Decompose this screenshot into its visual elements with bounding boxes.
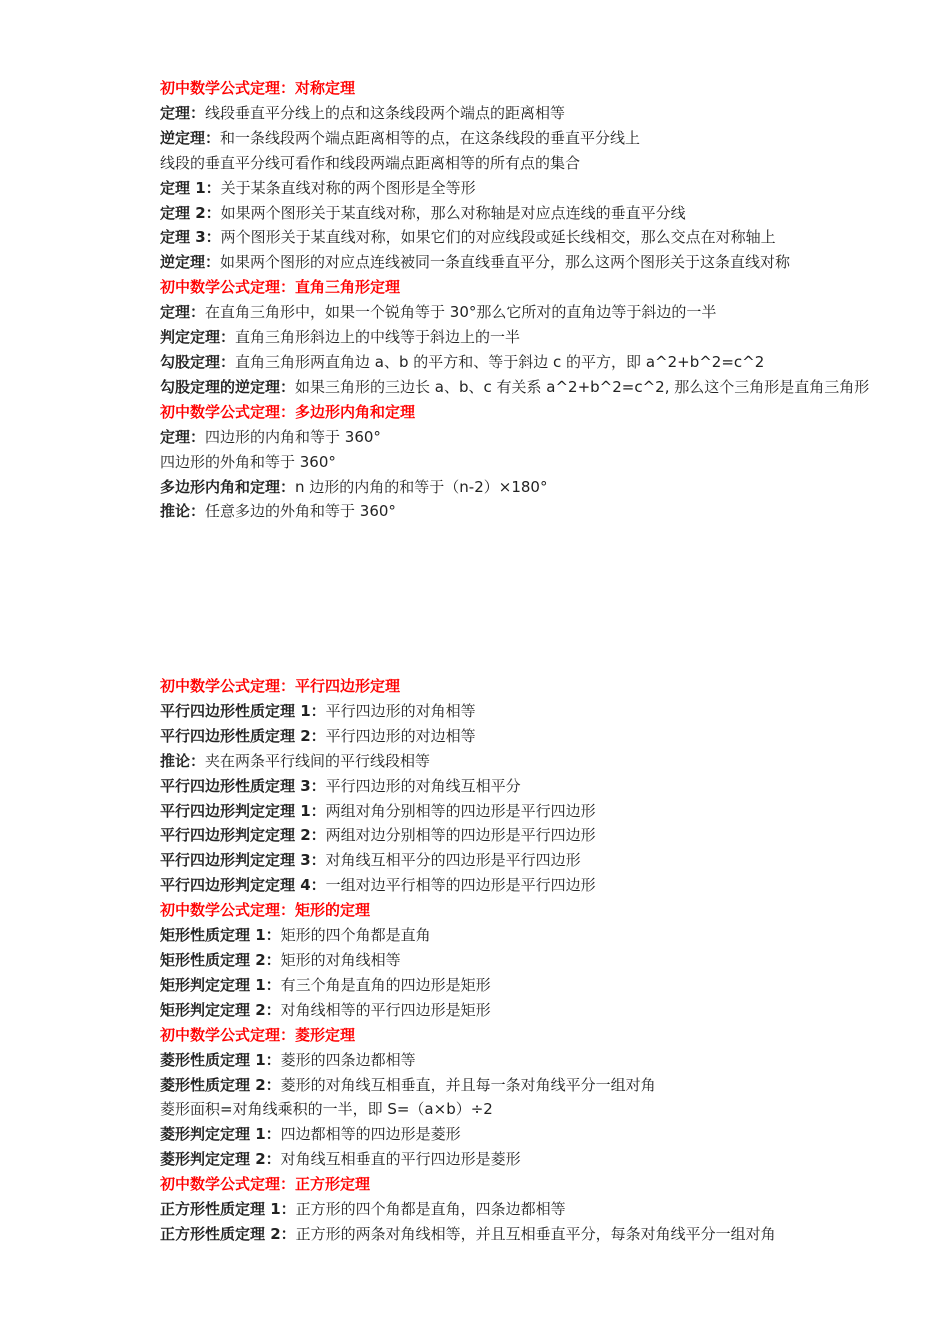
- theorem-text: 任意多边的外角和等于 360°: [205, 502, 396, 521]
- theorem-term: 矩形性质定理 1：: [160, 926, 281, 945]
- theorem-text: 一组对边平行相等的四边形是平行四边形: [325, 876, 596, 895]
- theorem-term: 菱形判定定理 1：: [160, 1125, 281, 1144]
- theorem-text: 正方形的四个角都是直角，四条边都相等: [295, 1200, 566, 1219]
- theorem-text: 在直角三角形中，如果一个锐角等于 30°那么它所对的直角边等于斜边的一半: [205, 303, 717, 322]
- theorem-line: [160, 998, 890, 1023]
- theorem-term: 正方形性质定理 1：: [160, 1200, 296, 1219]
- theorem-text: 两组对角分别相等的四边形是平行四边形: [325, 801, 596, 820]
- theorem-line: [160, 201, 890, 226]
- section-heading-rhombus: 初中数学公式定理：菱形定理: [160, 1025, 356, 1044]
- theorem-term: 正方形性质定理 2：: [160, 1224, 296, 1243]
- theorem-line: [160, 176, 890, 201]
- theorem-text: 平行四边形的对角相等: [325, 701, 476, 720]
- theorem-line: [160, 1147, 890, 1172]
- theorem-term: 菱形判定定理 2：: [160, 1150, 281, 1169]
- theorem-term: 菱形性质定理 2：: [160, 1075, 281, 1094]
- theorem-text: 对角线互相垂直的平行四边形是菱形: [280, 1150, 521, 1169]
- theorem-text: 直角三角形两直角边 a、b 的平方和、等于斜边 c 的平方，即 a^2+b^2=c^2: [235, 352, 765, 371]
- theorem-text: 平行四边形的对角线互相平分: [325, 776, 521, 795]
- theorem-term: 矩形判定定理 1：: [160, 975, 281, 994]
- theorem-term: 矩形判定定理 2：: [160, 1000, 281, 1019]
- theorem-line: [160, 499, 890, 524]
- theorem-term: 逆定理：: [160, 128, 221, 147]
- section-heading-polygon: 初中数学公式定理：多边形内角和定理: [160, 402, 416, 421]
- theorem-text: 如果三角形的三边长 a、b、c 有关系 a^2+b^2=c^2, 那么这个三角形是直角三角形: [295, 377, 870, 396]
- theorem-line: [160, 450, 890, 475]
- theorem-line: [160, 325, 890, 350]
- theorem-term: 定理 2：: [160, 203, 221, 222]
- theorem-term: 推论：: [160, 751, 206, 770]
- theorem-text: 矩形的四个角都是直角: [280, 926, 431, 945]
- theorem-text: 对角线相等的平行四边形是矩形: [280, 1000, 491, 1019]
- theorem-term: 平行四边形判定定理 4：: [160, 876, 326, 895]
- section-heading-parallelogram: 初中数学公式定理：平行四边形定理: [160, 677, 401, 695]
- theorem-text: 两组对边分别相等的四边形是平行四边形: [325, 826, 596, 845]
- theorem-text: 如果两个图形的对应点连线被同一条直线垂直平分，那么这两个图形关于这条直线对称: [220, 253, 791, 272]
- theorem-term: 定理：: [160, 427, 206, 446]
- theorem-line: [160, 375, 890, 400]
- theorem-line: [160, 948, 890, 973]
- theorem-line: [160, 1122, 890, 1147]
- theorem-term: 勾股定理的逆定理：: [160, 377, 296, 396]
- theorem-term: 平行四边形性质定理 3：: [160, 776, 326, 795]
- theorem-text: 直角三角形斜边上的中线等于斜边上的一半: [235, 328, 521, 347]
- section-heading-square: 初中数学公式定理：正方形定理: [160, 1175, 371, 1194]
- theorem-line: [160, 973, 890, 998]
- theorem-text: 夹在两条平行线间的平行线段相等: [205, 751, 431, 770]
- theorem-line: [160, 799, 890, 824]
- theorem-term: 判定定理：: [160, 328, 236, 347]
- theorem-text: 菱形的四条边都相等: [280, 1050, 416, 1069]
- theorem-line: [160, 1097, 890, 1122]
- content-block-2: [160, 674, 890, 1247]
- section-heading-rectangle: 初中数学公式定理：矩形的定理: [160, 901, 371, 920]
- theorem-term: 定理 3：: [160, 228, 221, 247]
- theorem-term: 平行四边形判定定理 2：: [160, 826, 326, 845]
- theorem-line: [160, 475, 890, 500]
- theorem-term: 定理：: [160, 303, 206, 322]
- theorem-line: [160, 126, 890, 151]
- theorem-line: [160, 250, 890, 275]
- theorem-text: 如果两个图形关于某直线对称，那么对称轴是对应点连线的垂直平分线: [220, 203, 686, 222]
- theorem-term: 平行四边形判定定理 3：: [160, 851, 326, 870]
- theorem-text: 四边形的外角和等于 360°: [160, 452, 336, 471]
- theorem-term: 平行四边形判定定理 1：: [160, 801, 326, 820]
- theorem-line: [160, 873, 890, 898]
- theorem-text: 平行四边形的对边相等: [325, 726, 476, 745]
- theorem-text: 菱形面积=对角线乘积的一半，即 S=（a×b）÷2: [160, 1100, 493, 1119]
- theorem-line: [160, 1073, 890, 1098]
- content-block-1: [160, 76, 890, 524]
- theorem-text: 有三个角是直角的四边形是矩形: [280, 975, 491, 994]
- theorem-line: [160, 225, 890, 250]
- theorem-line: [160, 101, 890, 126]
- theorem-line: [160, 1197, 890, 1222]
- theorem-line: [160, 774, 890, 799]
- theorem-term: 定理：: [160, 103, 206, 122]
- theorem-line: [160, 1048, 890, 1073]
- theorem-term: 矩形性质定理 2：: [160, 950, 281, 969]
- theorem-text: 四边都相等的四边形是菱形: [280, 1125, 461, 1144]
- theorem-term: 推论：: [160, 502, 206, 521]
- theorem-line: [160, 749, 890, 774]
- theorem-line: [160, 151, 890, 176]
- section-heading-symmetry: 初中数学公式定理：对称定理: [160, 79, 356, 97]
- theorem-text: 两个图形关于某直线对称，如果它们的对应线段或延长线相交，那么交点在对称轴上: [220, 228, 776, 247]
- theorem-term: 逆定理：: [160, 253, 221, 272]
- theorem-line: [160, 823, 890, 848]
- theorem-text: 线段垂直平分线上的点和这条线段两个端点的距离相等: [205, 103, 566, 122]
- theorem-text: 对角线互相平分的四边形是平行四边形: [325, 851, 581, 870]
- theorem-text: 四边形的内角和等于 360°: [205, 427, 381, 446]
- theorem-line: [160, 848, 890, 873]
- theorem-term: 定理 1：: [160, 178, 221, 197]
- theorem-term: 平行四边形性质定理 2：: [160, 726, 326, 745]
- theorem-line: [160, 923, 890, 948]
- theorem-text: 正方形的两条对角线相等，并且互相垂直平分，每条对角线平分一组对角: [295, 1224, 776, 1243]
- theorem-text: 和一条线段两个端点距离相等的点，在这条线段的垂直平分线上: [220, 128, 641, 147]
- theorem-text: 线段的垂直平分线可看作和线段两端点距离相等的所有点的集合: [160, 153, 581, 172]
- theorem-text: 菱形的对角线互相垂直，并且每一条对角线平分一组对角: [280, 1075, 656, 1094]
- theorem-line: [160, 1222, 890, 1247]
- theorem-term: 平行四边形性质定理 1：: [160, 701, 326, 720]
- theorem-line: [160, 300, 890, 325]
- theorem-term: 多边形内角和定理：: [160, 477, 296, 496]
- section-heading-right-triangle: 初中数学公式定理：直角三角形定理: [160, 278, 401, 297]
- theorem-term: 菱形性质定理 1：: [160, 1050, 281, 1069]
- theorem-text: n 边形的内角的和等于（n-2）×180°: [295, 477, 548, 496]
- theorem-text: 关于某条直线对称的两个图形是全等形: [220, 178, 476, 197]
- theorem-term: 勾股定理：: [160, 352, 236, 371]
- theorem-line: [160, 724, 890, 749]
- theorem-line: [160, 425, 890, 450]
- theorem-line: [160, 699, 890, 724]
- theorem-text: 矩形的对角线相等: [280, 950, 401, 969]
- theorem-line: [160, 350, 890, 375]
